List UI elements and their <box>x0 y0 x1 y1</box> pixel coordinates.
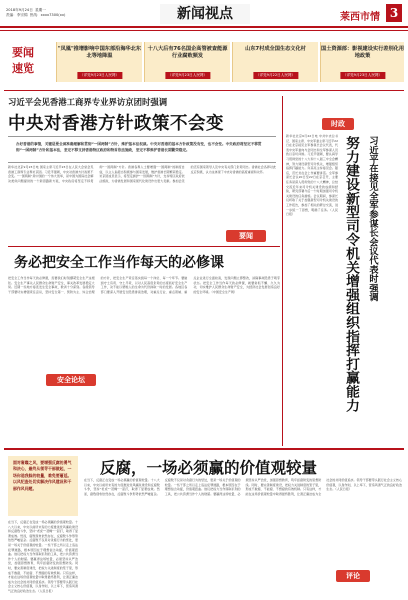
commentary-pullquote: 面对奢靡之风，要增强反腐的勇气和决心，最终从领导干部做起，一场你追我躲的较量，难免要蔓延。以风纪查处切实解决作风建设和干部作风问题。 <box>13 460 72 491</box>
safety-body: 把安全工作当作每天的必修课，需要我们时刻绷紧安全生产这根弦。安全生产事关人民群众生命财产安全，事关改革发展稳定大局。近期一些地方接连发生安全事故，教训十分深刻。各级领导干部要切实增强责任意识，坚持安全第一、预防为主、综合治理的方针，把安全生产责任落实到每一个岗位、每一个环节。要做到守土有责、守土尽责，以对人民高度负责的态度抓好安全生产工作，决不能以牺牲人的生命为代价换取一时的发展。各地区各部门要深入开展安全隐患排查治理，对重点行业、重点领域、重点企业进行全面检查，发现问题立即整改，消除事故隐患于萌芽状态。把安全工作当作每天的必修课，就要常抓不懈、久久为功，切实维护人民群众生命财产安全，为经济社会发展创造良好的安全环境。（中国安全生产网） <box>8 276 280 294</box>
yaowen-badge: 要闻 <box>226 230 266 242</box>
page-number: 3 <box>386 4 402 22</box>
brand-logo: 莱西市情 <box>340 12 380 23</box>
editor-line: 责编：李宗锦 <box>6 13 28 17</box>
briefs-label-line2: 速览 <box>12 62 34 75</box>
section-title: 新闻视点 <box>177 6 233 22</box>
issue-date: 2018年9月24日 <box>6 8 33 12</box>
title-box <box>160 4 250 24</box>
lead-summary: 办好香港的事情，关键是要全面准确理解和贯彻“一国两制”方针，维护基本法权威。中央对香港的基本方针政策没有变，也不会变。中央政府将坚定不移贯彻“一国两制”方针和基本法，坚定不移支持香港特区政府和特首依法施政，坚定不移维护香港长期繁荣稳定。 <box>16 142 262 152</box>
safety-headline: 务必把安全工作当作每天的必修课 <box>14 255 224 271</box>
brief-item[interactable] <box>320 42 404 82</box>
briefs-label-line1: 要闻 <box>12 46 34 59</box>
header-rule-thin <box>0 30 408 31</box>
brief-text: "凤凰"推增影响中国东部沿海华北东北等地降温 <box>57 46 142 59</box>
header-rule <box>0 26 408 28</box>
briefs-label <box>4 40 50 84</box>
divider <box>4 448 404 450</box>
commentary-badge: 评论 <box>336 570 370 582</box>
shiping-headline: 努力建设新型司令机关增强组织指挥打赢能力 <box>343 136 359 412</box>
lead-headline: 中央对香港方针政策不会变 <box>8 114 224 134</box>
divider <box>8 246 280 247</box>
masthead-meta <box>6 8 146 18</box>
brief-source-tag: （详见9月23日人民网） <box>340 72 385 79</box>
issue-weekday: 星期一 <box>35 8 46 12</box>
brief-text: 山东7村成全国生态文化村 <box>245 46 306 52</box>
shiping-kicker: 习近平在接见全军参谋长会议代表时强调 <box>367 136 378 302</box>
brief-item[interactable] <box>144 42 230 82</box>
brief-item[interactable] <box>232 42 318 82</box>
safety-badge: 安全论坛 <box>46 374 96 386</box>
commentary-headline: 反腐，一场必须赢的价值观较量 <box>100 458 318 477</box>
divider <box>8 162 276 163</box>
lead-kicker: 习近平会见香港工商界专业界访京团时强调 <box>8 97 168 107</box>
divider <box>8 136 276 137</box>
shiping-badge: 时政 <box>322 118 354 130</box>
commentary-body-left: 在当下，反腐正在变成一场必须赢的价值观较量。十八大以来，中央以前所未有的力度推进党风廉政建设和反腐败斗争，坚持“老虎”“苍蝇”一起打，取得了显著成效。然而，腐败现象依然存在，反腐败斗争形势依然严峻复杂。反腐败不仅是对贪腐行为的惩处，更是一场关于价值观的较量。一些干部之所以走上违法犯罪道路，根本原因在于理想信念动摇，价值观扭曲。他们把权力当作谋取私利的工具，把公共资源当作个人的财富。要赢得这场较量，必须坚持从严治党，加强思想教育，筑牢拒腐防变的思想防线。同时，要完善制度建设，把权力关进制度的笼子里，形成不敢腐、不能腐、不想腐的有效机制。只有这样，才能在这场价值观较量中取得最终胜利，让清正廉洁成为全社会的共同价值追求。领导干部要带头践行社会主义核心价值观，以身作则，以上率下，营造风清气正的良好政治生态。（人民日报） <box>8 520 78 593</box>
brief-source-tag: （详见9月23日人民网） <box>165 72 210 79</box>
brief-item[interactable] <box>56 42 142 82</box>
hotline: 热线：xxxx7300(xx) <box>29 13 66 17</box>
commentary-pullquote-box <box>8 456 78 516</box>
brief-source-tag: （详见9月22日人民网） <box>253 72 298 79</box>
divider <box>4 90 404 91</box>
column-rule <box>282 96 283 446</box>
brief-source-tag: （详见9月23日人民网） <box>77 72 122 79</box>
lead-body: 新华社北京9月23日电 国家主席习近平23日在人民大会堂会见香港工商界专业界访京团。习近平强调，中央对香港方针政策不会变。“一国两制”是中国的一个伟大创举，是中国为国际社会解决类似问题提供的一个新思路新方案，中央政府将坚定不移贯彻“一国两制”方针。香港各界人士要增强“一国两制”的制度自信，以主人翁姿态积极参与国家发展，维护香港长期繁荣稳定。访京团成员表示，将坚定拥护“一国两制”方针，支持特区政府依法施政，为香港发展和国家现代化建设作出更大贡献。参加会见的还有国家领导人及中央有关部门负责同志。香港社会各界对此反应积极，认为这体现了中央对香港的高度重视和关怀。 <box>8 165 276 183</box>
brief-text: 十八大后有76名国企高管被查能源行业腐败频发 <box>147 46 228 59</box>
commentary-body: 在当下，反腐正在变成一场必须赢的价值观较量。十八大以来，中央以前所未有的力度推进党风廉政建设和反腐败斗争，坚持“老虎”“苍蝇”一起打，取得了显著成效。然而，腐败现象依然存在，反腐败斗争形势依然严峻复杂。反腐败不仅是对贪腐行为的惩处，更是一场关于价值观的较量。一些干部之所以走上违法犯罪道路，根本原因在于理想信念动摇，价值观扭曲。他们把权力当作谋取私利的工具，把公共资源当作个人的财富。要赢得这场较量，必须坚持从严治党，加强思想教育，筑牢拒腐防变的思想防线。同时，要完善制度建设，把权力关进制度的笼子里，形成不敢腐、不能腐、不想腐的有效机制。只有这样，才能在这场价值观较量中取得最终胜利，让清正廉洁成为全社会的共同价值追求。领导干部要带头践行社会主义核心价值观，以身作则，以上率下，营造风清气正的良好政治生态。（人民日报） <box>84 478 402 496</box>
brief-text: 国土资源部：影视建设实行差别化用地政策 <box>321 46 405 59</box>
shiping-body: 新华社北京9月22日电 中共中央总书记、国家主席、中央军委主席习近平22日在北京接见全军参谋长会议代表，代表中央军委向与会同志和全军参谋人员致以亲切问候。习近平强调，要认真学习贯彻党的十八大和十八届三中全会精神，努力建设新型司令机关，增强组织指挥打赢能力。许其亮主持接见会。随后，范长龙在会上作重要讲话。全军参谋长会议20日至22日在京召开，主要任务是深入贯彻党的十八大精神，总结交流近年来司令机关建设的成绩和经验，研究部署今后一个时期加强司令机关建设的任务措施。会议期间，参谋长们听取了关于加强新型司令机关建设的工作报告，参加了相关的研讨交流，进一步统一了思想，明确了任务。（人民日报） <box>286 134 338 217</box>
